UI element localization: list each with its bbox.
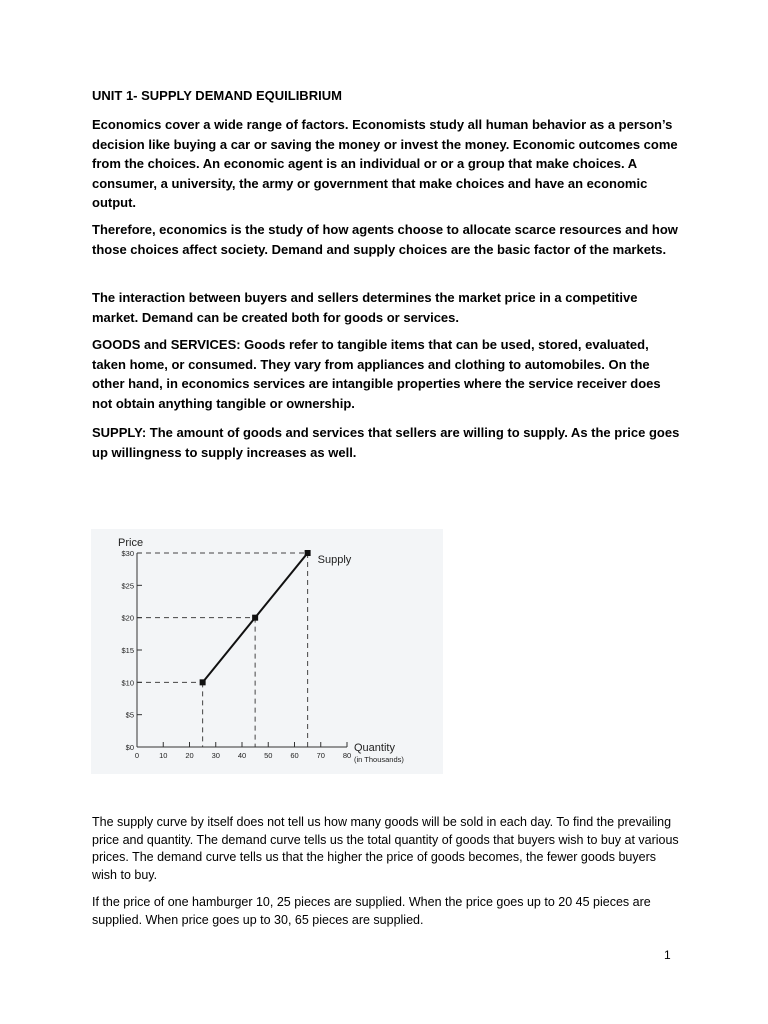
y-tick-label: $5 <box>125 710 134 720</box>
paragraph-buyers-sellers: The interaction between buyers and sellers determines the market price in a competitive market. Demand can be created both for goods or services. <box>92 290 638 325</box>
x-tick-label: 20 <box>185 751 194 760</box>
y-tick-label: $10 <box>121 678 134 688</box>
y-tick-label: $15 <box>121 646 134 655</box>
x-axis-subtitle: (in Thousands) <box>354 755 404 764</box>
document-title: UNIT 1- SUPPLY DEMAND EQUILIBRIUM <box>92 88 342 103</box>
y-tick-label: $20 <box>121 613 134 623</box>
paragraph-supply-definition: SUPPLY: The amount of goods and services that sellers are willing to supply. As the price goes up willingness to supply increases as well. <box>92 425 680 460</box>
x-tick-label: 60 <box>290 751 299 760</box>
y-tick-label: $0 <box>125 743 134 752</box>
x-tick-label: 30 <box>211 751 220 760</box>
x-tick-label: 70 <box>316 751 325 760</box>
x-tick-label: 50 <box>264 751 273 760</box>
supply-data-point <box>252 615 258 621</box>
x-tick-label: 0 <box>134 751 140 760</box>
paragraph-hamburger-example: If the price of one hamburger 10, 25 pieces are supplied. When the price goes up to 20 45 pieces are supplied. When price goes up to 30, 65 pieces are supplied. <box>92 895 651 927</box>
x-tick-label: 40 <box>237 751 247 760</box>
y-axis-title: Price <box>118 537 144 549</box>
x-tick-label: 10 <box>159 751 168 760</box>
y-tick-label: $25 <box>121 581 134 591</box>
series-label-supply: Supply <box>317 554 352 566</box>
y-tick-label: $30 <box>121 549 134 558</box>
page-number: 1 <box>664 948 671 962</box>
paragraph-economics-definition: Therefore, economics is the study of how agents choose to allocate scarce resources and how those choices affect society. Demand and supply choices are the basic factor of the markets. <box>92 222 678 257</box>
x-tick-label: 80 <box>342 751 352 760</box>
x-axis-title: Quantity <box>354 742 395 754</box>
supply-data-point <box>305 550 311 556</box>
paragraph-demand-curve: The supply curve by itself does not tell us how many goods will be sold in each day. To find the prevailing price and quantity. The demand curve tells us the total quantity of goods that buyers wish to buy at various prices. The demand curve tells us that the higher the price of goods becomes, the fewer goods buyers wish to buy. <box>92 815 679 882</box>
supply-chart <box>91 529 443 774</box>
supply-data-point <box>200 679 206 685</box>
supply-chart-svg <box>91 529 443 774</box>
paragraph-goods-services: GOODS and SERVICES: Goods refer to tangible items that can be used, stored, evaluated, taken home, or consumed. They vary from appliances and clothing to automobiles. On the other hand, in economics services are intangible properties where the service receiver does not obtain anything tangible or ownership. <box>92 337 661 411</box>
paragraph-economics-intro: Economics cover a wide range of factors. Economists study all human behavior as a person’s decision like buying a car or saving the money or invest the money. Economic outcomes come from the choices. An economic agent is an individual or or a group that make choices. A consumer, a university, the army or government that make choices and have an economic output. <box>92 117 678 210</box>
